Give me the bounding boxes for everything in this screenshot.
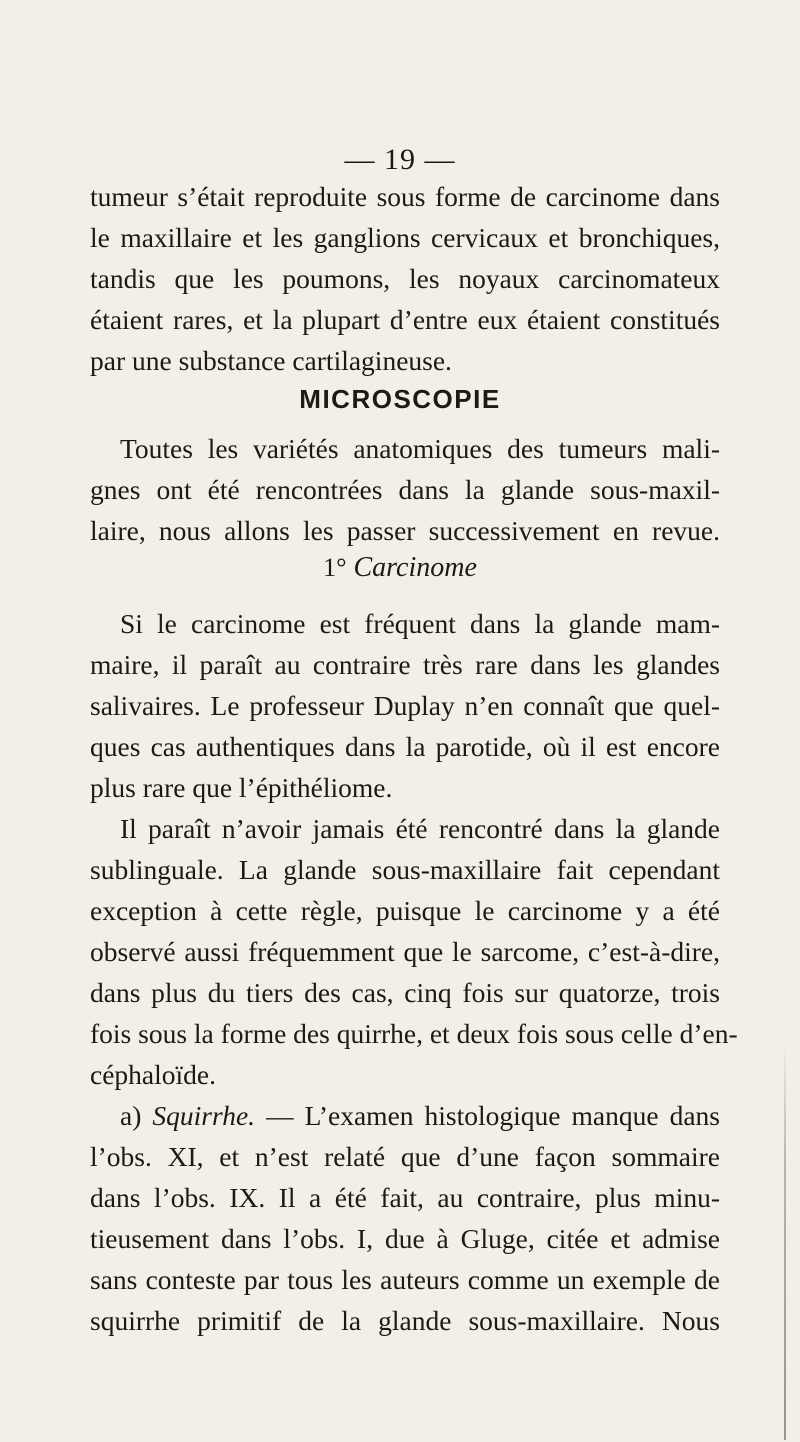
subsection-number: 1° xyxy=(323,553,347,582)
text-line: observé aussi fréquemment que le sarcome, c’est-à-dire, xyxy=(90,936,720,967)
text-line: ques cas authentiques dans la parotide, où il est encore xyxy=(90,731,720,762)
text-line: par une substance cartilagineuse. xyxy=(90,345,452,376)
text-line: tumeur s’était reproduite sous forme de carcinome dans xyxy=(90,181,720,212)
text-line: céphaloïde. xyxy=(90,1059,216,1090)
text-line: salivaires. Le professeur Duplay n’en connaît que quel- xyxy=(90,690,720,721)
text-line: maire, il paraît au contraire très rare dans les glandes xyxy=(90,649,720,680)
text-line: sublinguale. La glande sous-maxillaire fait cependant xyxy=(90,854,720,885)
paragraph-intro xyxy=(90,176,720,381)
text-line: étaient rares, et la plupart d’entre eux étaient constitués xyxy=(90,304,720,335)
text-line: sans conteste par tous les auteurs comme un exemple de xyxy=(90,1264,720,1295)
text-line: l’obs. XI, et n’est relaté que d’une façon sommaire xyxy=(90,1141,720,1172)
text-line: dans l’obs. IX. Il a été fait, au contraire, plus minu- xyxy=(90,1182,720,1213)
text-line: le maxillaire et les ganglions cervicaux et bronchiques, xyxy=(90,222,720,253)
text-line: Si le carcinome est fréquent dans la glande mam- xyxy=(120,608,720,639)
text-line: tieusement dans l’obs. I, due à Gluge, citée et admise xyxy=(90,1223,720,1254)
paragraph-squirrhe xyxy=(90,1095,720,1341)
paragraph-carcinome xyxy=(90,603,720,808)
page-edge-shadow xyxy=(784,1040,786,1440)
page-number: — 19 — xyxy=(344,143,456,176)
paragraph-varieties xyxy=(90,428,720,551)
text-line: plus rare que l’épithéliome. xyxy=(90,772,393,803)
text-line: dans plus du tiers des cas, cinq fois sur quatorze, trois xyxy=(90,977,720,1008)
item-term: Squirrhe. xyxy=(152,1100,256,1131)
text-line: Toutes les variétés anatomiques des tumeurs mali- xyxy=(120,433,720,464)
text-line: fois sous la forme des quirrhe, et deux fois sous celle d’en- xyxy=(90,1018,738,1049)
section-heading: MICROSCOPIE xyxy=(299,384,501,414)
paragraph-sublinguale xyxy=(90,808,738,1095)
text-line: Il paraît n’avoir jamais été rencontré dans la glande xyxy=(120,813,720,844)
text-line: squirrhe primitif de la glande sous-maxillaire. Nous xyxy=(90,1305,720,1336)
item-label: a) xyxy=(120,1100,142,1131)
text-line: exception à cette règle, puisque le carcinome y a été xyxy=(90,895,720,926)
subsection-title: Carcinome xyxy=(353,552,477,583)
text-line: laire, nous allons les passer successivement en revue. xyxy=(90,515,720,546)
item-text: — L’examen histologique manque dans xyxy=(255,1100,721,1131)
text-line: tandis que les poumons, les noyaux carcinomateux xyxy=(90,263,720,294)
text-line: gnes ont été rencontrées dans la glande sous-maxil- xyxy=(90,474,720,505)
text-line xyxy=(90,1095,720,1136)
subsection-heading xyxy=(0,552,800,584)
